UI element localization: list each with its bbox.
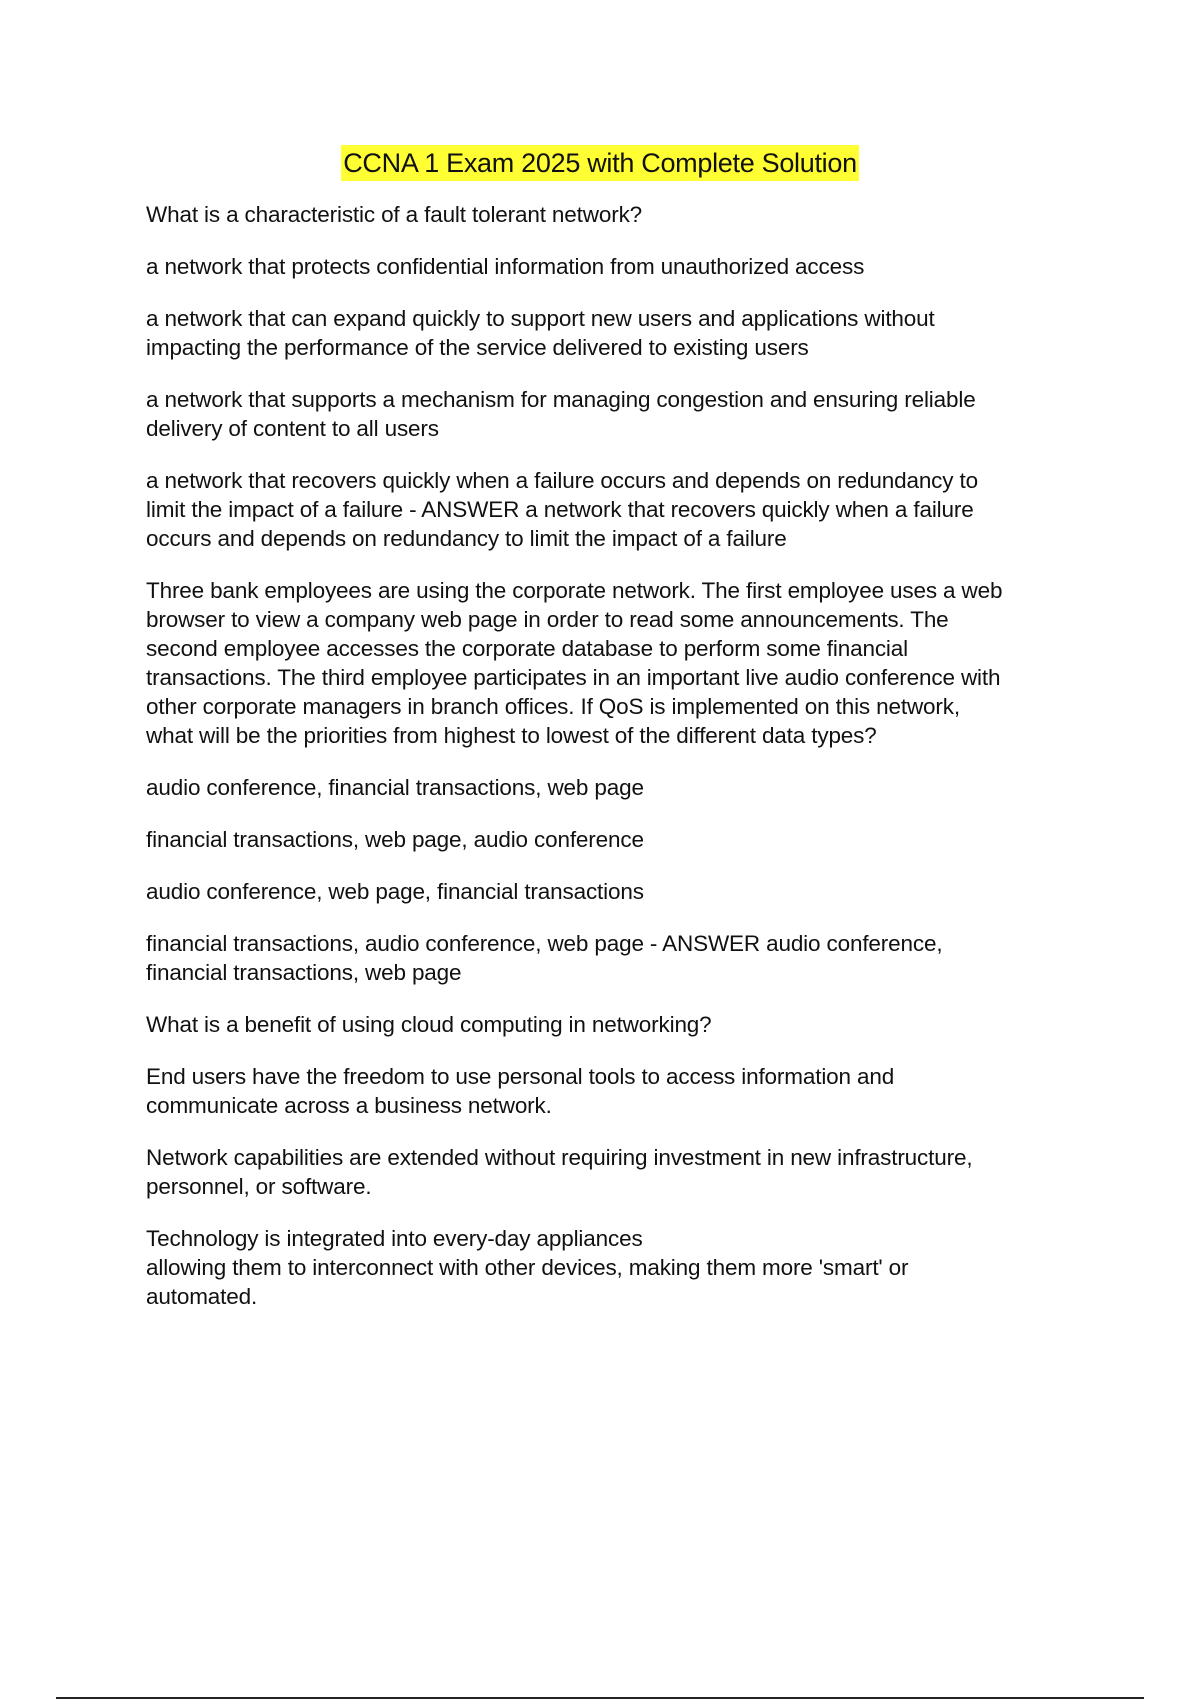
title-container bbox=[0, 145, 1200, 181]
text-line: a network that recovers quickly when a failure occurs and depends on redundancy to bbox=[146, 468, 978, 493]
text-line: automated. bbox=[146, 1284, 258, 1309]
question-3-option-b bbox=[146, 1143, 1086, 1201]
text-line: a network that protects confidential information from unauthorized access bbox=[146, 254, 865, 279]
text-line: financial transactions, web page, audio conference bbox=[146, 827, 644, 852]
question-2-option-d-answer bbox=[146, 929, 1086, 987]
question-1 bbox=[146, 200, 1086, 229]
text-line: Three bank employees are using the corporate network. The first employee uses a web bbox=[146, 578, 1003, 603]
question-1-option-b bbox=[146, 304, 1086, 362]
text-line: transactions. The third employee participates in an important live audio conference with bbox=[146, 665, 1001, 690]
text-line: a network that supports a mechanism for managing congestion and ensuring reliable bbox=[146, 387, 976, 412]
question-2 bbox=[146, 576, 1086, 750]
text-line: delivery of content to all users bbox=[146, 416, 439, 441]
text-line: audio conference, financial transactions, web page bbox=[146, 775, 644, 800]
question-1-option-a bbox=[146, 252, 1086, 281]
text-line: What is a benefit of using cloud computing in networking? bbox=[146, 1012, 712, 1037]
text-line: a network that can expand quickly to support new users and applications without bbox=[146, 306, 935, 331]
document-title: CCNA 1 Exam 2025 with Complete Solution bbox=[341, 145, 859, 181]
text-line: browser to view a company web page in order to read some announcements. The bbox=[146, 607, 949, 632]
text-line: audio conference, web page, financial transactions bbox=[146, 879, 644, 904]
question-1-option-c bbox=[146, 385, 1086, 443]
text-line: second employee accesses the corporate database to perform some financial bbox=[146, 636, 908, 661]
text-line: impacting the performance of the service delivered to existing users bbox=[146, 335, 809, 360]
text-line: limit the impact of a failure - ANSWER a network that recovers quickly when a failure bbox=[146, 497, 974, 522]
question-3-option-a bbox=[146, 1062, 1086, 1120]
question-2-option-c bbox=[146, 877, 1086, 906]
text-line: other corporate managers in branch offices. If QoS is implemented on this network, bbox=[146, 694, 960, 719]
text-line: financial transactions, audio conference, web page - ANSWER audio conference, bbox=[146, 931, 943, 956]
text-line: Network capabilities are extended without requiring investment in new infrastructure, bbox=[146, 1145, 973, 1170]
bottom-divider bbox=[56, 1697, 1144, 1699]
text-line: communicate across a business network. bbox=[146, 1093, 552, 1118]
question-3-option-c bbox=[146, 1224, 1086, 1311]
question-3 bbox=[146, 1010, 1086, 1039]
text-line: occurs and depends on redundancy to limit the impact of a failure bbox=[146, 526, 787, 551]
text-line: End users have the freedom to use personal tools to access information and bbox=[146, 1064, 895, 1089]
question-2-option-b bbox=[146, 825, 1086, 854]
text-line: allowing them to interconnect with other devices, making them more 'smart' or bbox=[146, 1255, 909, 1280]
question-1-option-d-answer bbox=[146, 466, 1086, 553]
text-line: Technology is integrated into every-day appliances bbox=[146, 1226, 643, 1251]
text-line: what will be the priorities from highest to lowest of the different data types? bbox=[146, 723, 877, 748]
text-line: What is a characteristic of a fault tolerant network? bbox=[146, 202, 643, 227]
document-body bbox=[146, 200, 1086, 1334]
question-2-option-a bbox=[146, 773, 1086, 802]
text-line: financial transactions, web page bbox=[146, 960, 462, 985]
text-line: personnel, or software. bbox=[146, 1174, 372, 1199]
